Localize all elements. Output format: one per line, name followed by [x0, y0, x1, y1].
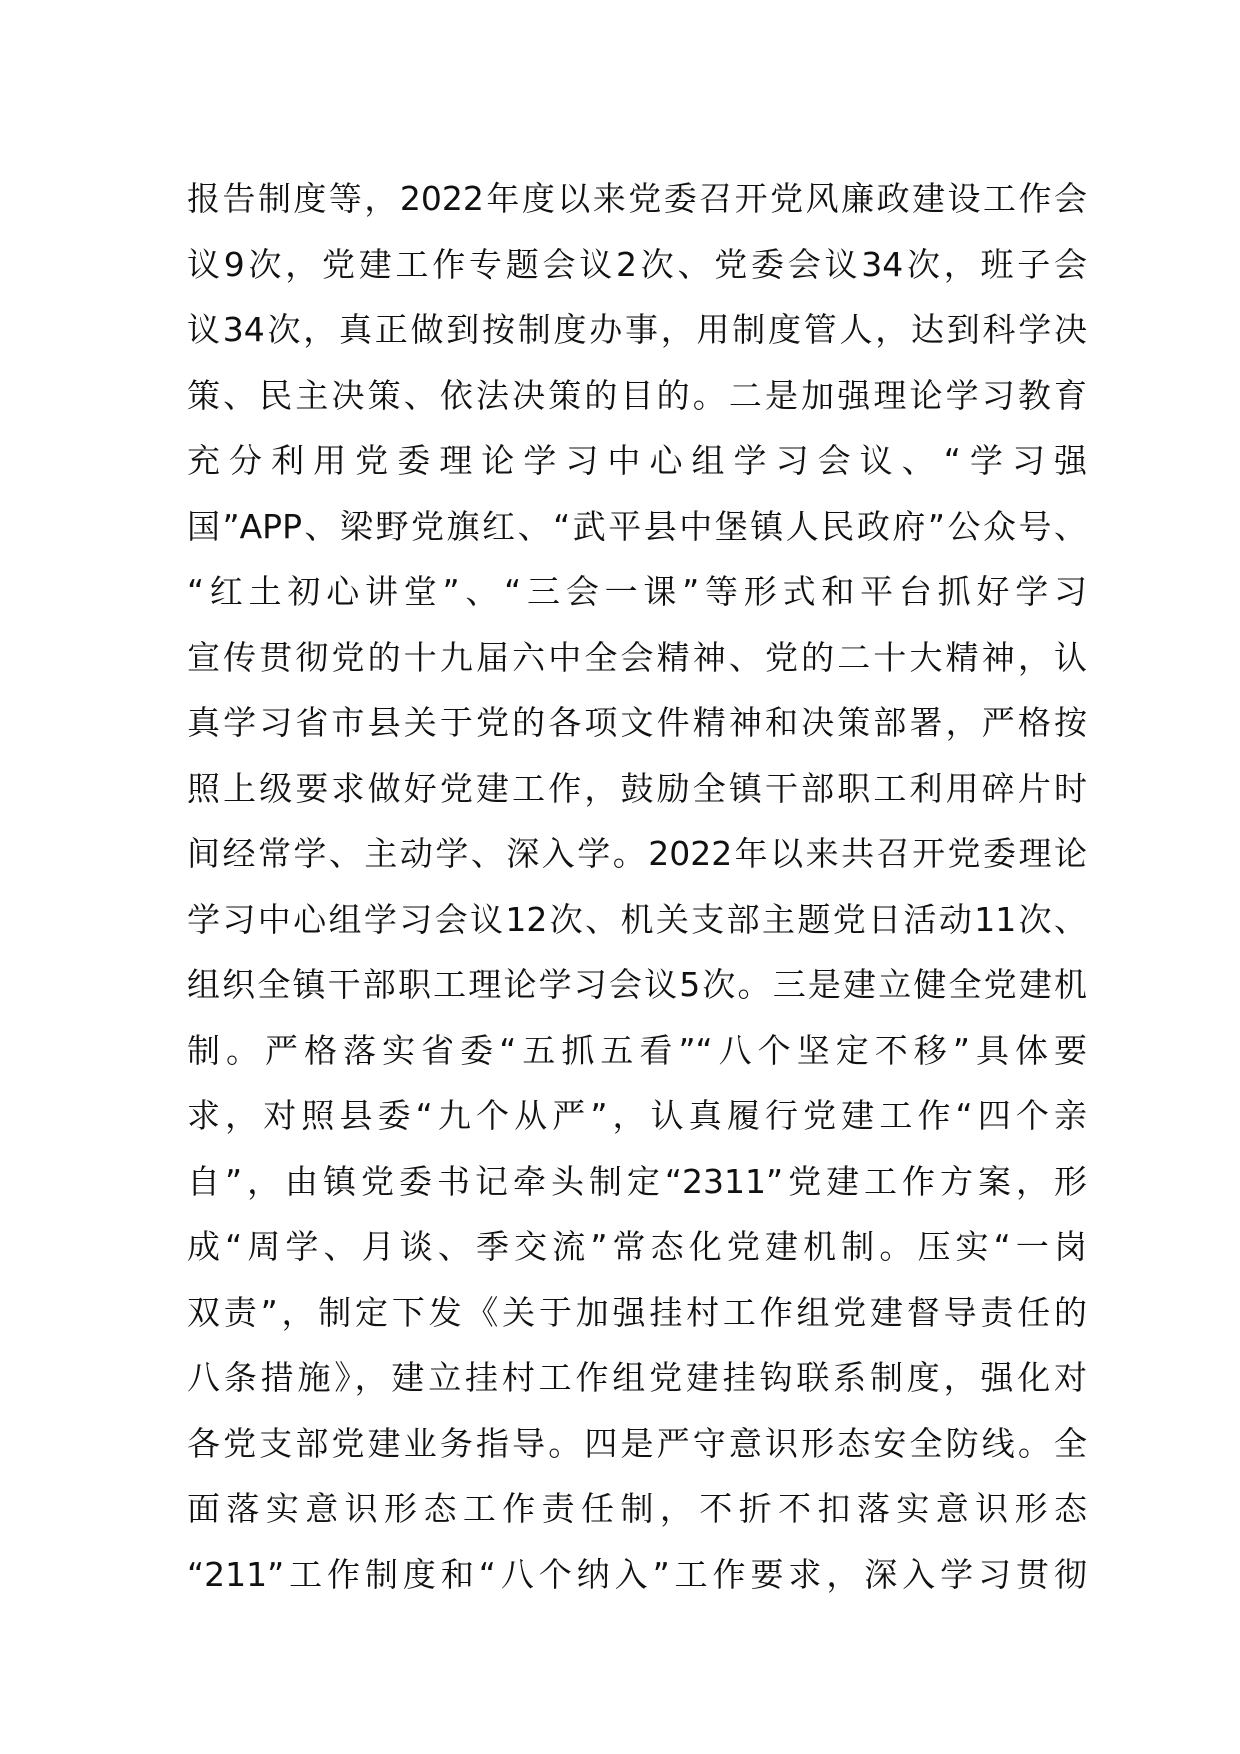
- text-line: 真学习省市县关于党的各项文件精神和决策部署，严格按: [187, 703, 1087, 742]
- text-line: 议9次，党建工作专题会议2次、党委会议34次，班子会: [187, 244, 1087, 284]
- text-line: 照上级要求做好党建工作，鼓励全镇干部职工利用碎片时: [187, 768, 1087, 808]
- text-line: 报告制度等，2022年度以来党委召开党风廉政建设工作会: [187, 179, 1087, 218]
- text-line: 学习中心组学习会议12次、机关支部主题党日活动11次、: [187, 899, 1087, 939]
- text-line: 宣传贯彻党的十九届六中全会精神、党的二十大精神，认: [187, 637, 1087, 677]
- text-line: 组织全镇干部职工理论学习会议5次。三是建立健全党建机: [187, 965, 1087, 1004]
- text-line: “211”工作制度和“八个纳入”工作要求，深入学习贯彻: [187, 1554, 1087, 1594]
- text-line: 充分利用党委理论学习中心组学习会议、“学习强: [187, 441, 1087, 480]
- text-line: 各党支部党建业务指导。四是严守意识形态安全防线。全: [187, 1423, 1087, 1463]
- text-line: 求，对照县委“九个从严”，认真履行党建工作“四个亲: [187, 1096, 1087, 1135]
- text-line: 面落实意识形态工作责任制，不折不扣落实意识形态: [187, 1489, 1087, 1528]
- body-text: [187, 166, 1087, 1607]
- text-line: 策、民主决策、依法决策的目的。二是加强理论学习教育: [187, 375, 1087, 415]
- text-line: 间经常学、主动学、深入学。2022年以来共召开党委理论: [187, 834, 1087, 873]
- text-line: 成“周学、月谈、季交流”常态化党建机制。压实“一岗: [187, 1227, 1087, 1266]
- text-line: 议34次，真正做到按制度办事，用制度管人，达到科学决: [187, 310, 1087, 349]
- text-line: 自”，由镇党委书记牵头制定“2311”党建工作方案，形: [187, 1161, 1087, 1201]
- text-line: 制。严格落实省委“五抓五看”“八个坚定不移”具体要: [187, 1030, 1087, 1070]
- text-line: 双责”，制定下发《关于加强挂村工作组党建督导责任的: [187, 1292, 1087, 1332]
- text-line: 国”APP、梁野党旗红、“武平县中堡镇人民政府”公众号、: [187, 506, 1087, 546]
- text-line: “红土初心讲堂”、“三会一课”等形式和平台抓好学习: [187, 572, 1087, 611]
- text-line: 八条措施》，建立挂村工作组党建挂钩联系制度，强化对: [187, 1358, 1087, 1397]
